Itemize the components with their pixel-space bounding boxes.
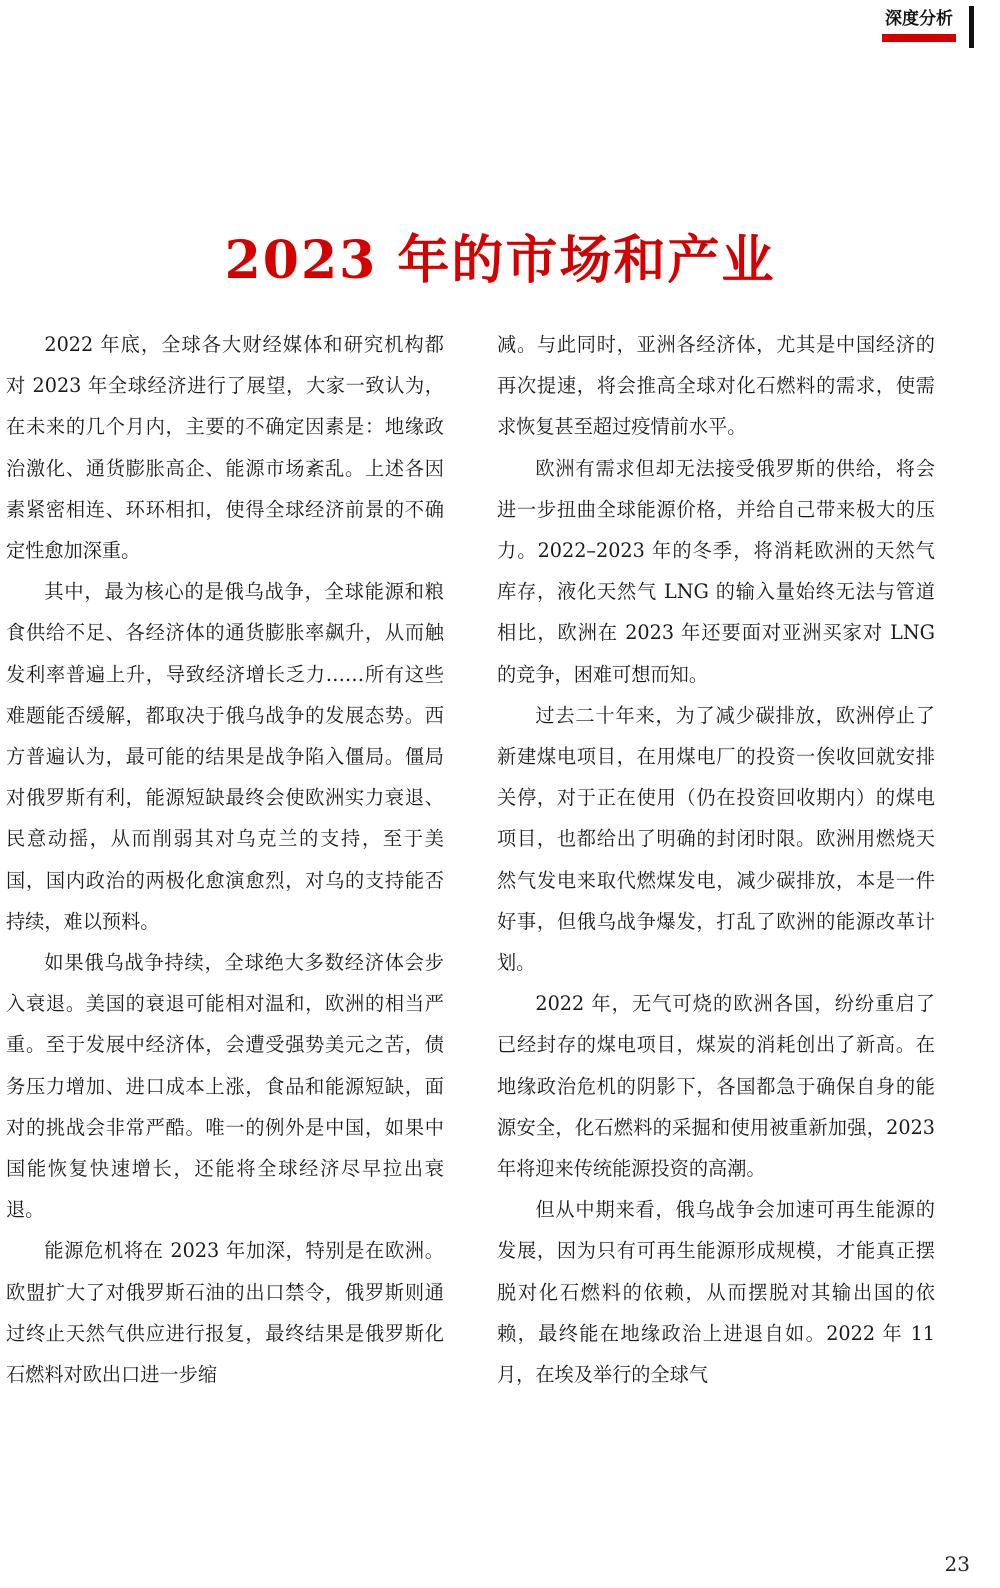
section-tag [882,8,956,46]
section-underline [882,34,956,42]
paragraph: 2022 年底，全球各大财经媒体和研究机构都对 2023 年全球经济进行了展望，大家一致认为，在未来的几个月内，主要的不确定因素是：地缘政治激化、通货膨胀高企、能源市场紊乱。上述各因素紧密相连、环环相扣，使得全球经济前景的不确定性愈加深重。 [6,333,444,563]
paragraph: 过去二十年来，为了减少碳排放，欧洲停止了新建煤电项目，在用煤电厂的投资一俟收回就安排关停，对于正在使用（仍在投资回收期内）的煤电项目，也都给出了明确的封闭时限。欧洲用燃烧天然气发电来取代燃煤发电，减少碳排放，本是一件好事，但俄乌战争爆发，打乱了欧洲的能源改革计划。 [497,703,935,975]
left-column [6,324,444,1395]
page-number: 23 [944,1552,970,1576]
paragraph: 其中，最为核心的是俄乌战争，全球能源和粮食供给不足、各经济体的通货膨胀率飙升，从而触发利率普遍上升，导致经济增长乏力……所有这些难题能否缓解，都取决于俄乌战争的发展态势。西方普遍认为，最可能的结果是战争陷入僵局。僵局对俄罗斯有利，能源短缺最终会使欧洲实力衰退、民意动摇，从而削弱其对乌克兰的支持，至于美国，国内政治的两极化愈演愈烈，对乌的支持能否持续，难以预料。 [6,580,444,933]
paragraph-continued: 减。与此同时，亚洲各经济体，尤其是中国经济的再次提速，将会推高全球对化石燃料的需求，使需求恢复甚至超过疫情前水平。 [497,333,935,439]
section-label: 深度分析 [885,9,953,29]
paragraph: 欧洲有需求但却无法接受俄罗斯的供给，将会进一步扭曲全球能源价格，并给自己带来极大的压力。2022–2023 年的冬季，将消耗欧洲的天然气库存，液化天然气 LNG 的输入量始终无法与管道相比，欧洲在 2023 年还要面对亚洲买家对 LNG 的竞争，困难可想而知。 [497,456,935,686]
paragraph: 但从中期来看，俄乌战争会加速可再生能源的发展，因为只有可再生能源形成规模，才能真正摆脱对化石燃料的依赖，从而摆脱对其输出国的依赖，最终能在地缘政治上进退自如。2022 年 11 月，在埃及举行的全球气 [497,1198,935,1387]
right-column [497,324,935,1395]
paragraph: 如果俄乌战争持续，全球绝大多数经济体会步入衰退。美国的衰退可能相对温和，欧洲的相当严重。至于发展中经济体，会遭受强势美元之苦，债务压力增加、进口成本上涨，食品和能源短缺，面对的挑战会非常严酷。唯一的例外是中国，如果中国能恢复快速增长，还能将全球经济尽早拉出衰退。 [6,951,444,1222]
section-divider-bar [969,6,974,48]
article-title: 2023 年的市场和产业 [224,230,776,291]
paragraph: 2022 年，无气可烧的欧洲各国，纷纷重启了已经封存的煤电项目，煤炭的消耗创出了新高。在地缘政治危机的阴影下，各国都急于确保自身的能源安全，化石燃料的采掘和使用被重新加强，2023 年将迎来传统能源投资的高潮。 [497,992,935,1181]
paragraph: 能源危机将在 2023 年加深，特别是在欧洲。欧盟扩大了对俄罗斯石油的出口禁令，俄罗斯则通过终止天然气供应进行报复，最终结果是俄罗斯化石燃料对欧出口进一步缩 [6,1239,444,1387]
